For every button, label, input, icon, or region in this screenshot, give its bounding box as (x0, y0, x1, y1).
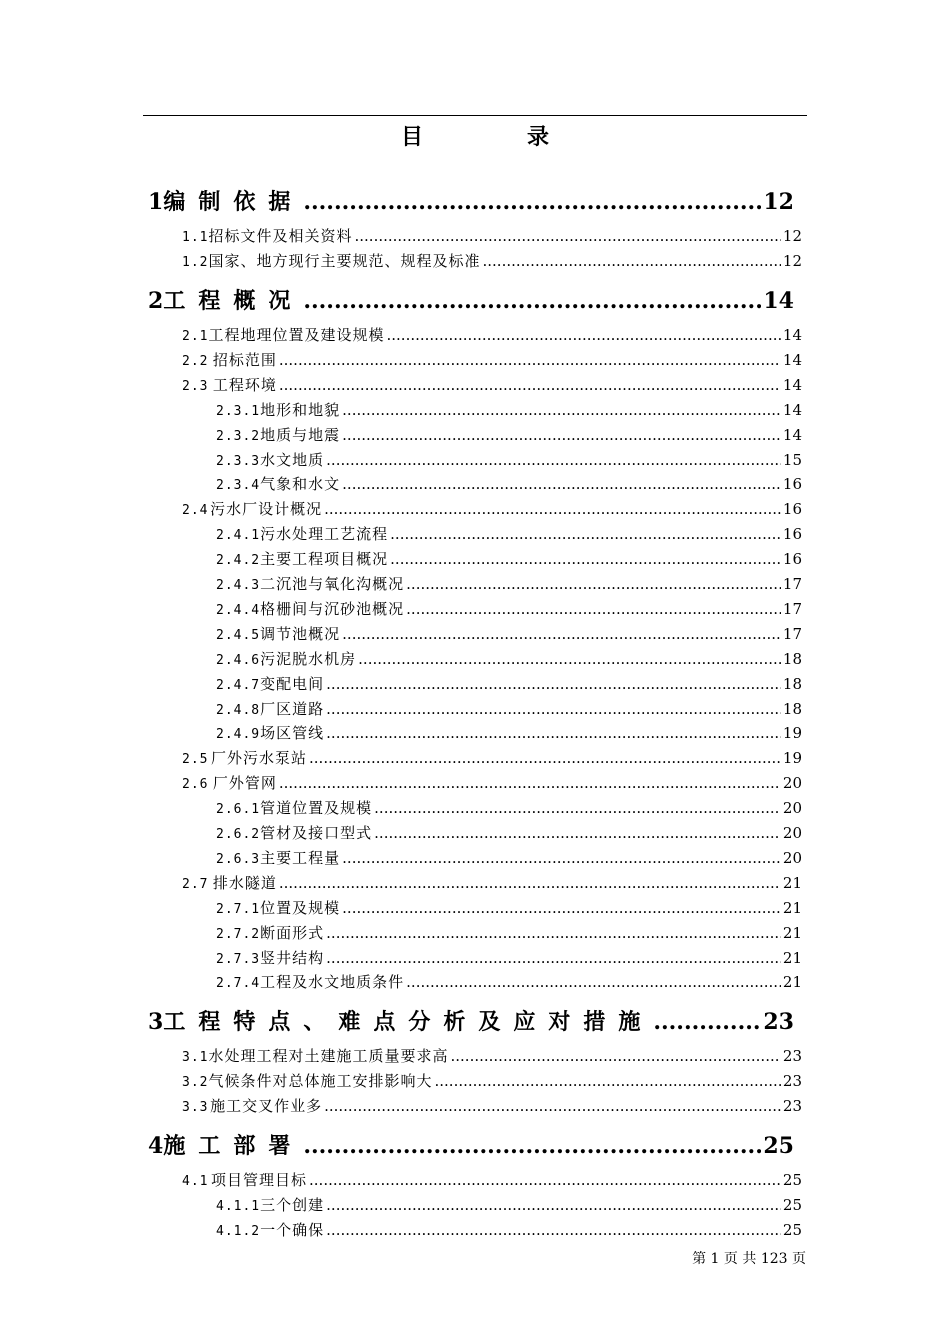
toc-entry-number: 2.4.9 (216, 727, 261, 743)
toc-entry-number: 2.6.3 (216, 851, 261, 867)
toc-leader-dots (326, 924, 781, 942)
toc-entry-title: 工程地理位置及建设规模 (208, 326, 385, 344)
toc-entry-page: 14 (782, 326, 802, 344)
toc-leader-dots (279, 351, 781, 369)
toc-entry-title: 位置及规模 (260, 898, 341, 917)
toc-entry-number: 2.3.2 (216, 428, 261, 444)
toc-entry-page: 16 (782, 550, 802, 569)
toc-entry-title: 调节池概况 (260, 624, 341, 643)
toc-entry-page: 21 (782, 973, 802, 992)
toc-entry[interactable] (182, 872, 802, 893)
toc-entry-title: 管材及接口型式 (260, 824, 373, 842)
toc-entry-number: 2.4.4 (216, 602, 261, 618)
toc-entry-page: 14 (782, 375, 802, 394)
toc-entry-number: 2.7.3 (216, 951, 261, 967)
toc-leader-dots (303, 189, 761, 215)
toc-entry-number: 3.2 (182, 1074, 209, 1090)
toc-entry-page: 14 (763, 288, 794, 314)
toc-entry-page: 20 (782, 824, 802, 842)
toc-entry[interactable] (182, 1070, 802, 1091)
toc-entry-title: 工程概况 (163, 288, 304, 314)
toc-entry-page: 23 (782, 1047, 802, 1065)
toc-entry-page: 12 (782, 227, 802, 245)
toc-entry[interactable] (148, 185, 794, 216)
toc-entry-number: 2.3.4 (216, 478, 261, 494)
toc-entry-page: 23 (763, 1009, 794, 1035)
toc-entry-number: 2.4.2 (216, 553, 261, 569)
toc-entry-title: 断面形式 (260, 923, 325, 942)
toc-leader-dots (326, 1196, 781, 1214)
toc-entry-page: 19 (782, 749, 802, 768)
toc-entry[interactable] (216, 598, 802, 619)
toc-entry[interactable] (216, 424, 802, 445)
toc-entry-title: 项目管理目标 (211, 1171, 308, 1189)
toc-leader-dots (309, 749, 781, 767)
toc-entry-number: 2.6.1 (216, 802, 261, 818)
toc-entry-title: 地形和地貌 (260, 400, 341, 419)
toc-entry[interactable] (216, 573, 802, 594)
toc-entry-title: 排水隧道 (212, 873, 277, 892)
toc-entry-number: 2 (148, 288, 164, 314)
toc-leader-dots (326, 451, 781, 469)
toc-leader-dots (324, 1097, 781, 1115)
toc-entry-page: 17 (782, 599, 802, 618)
toc-leader-dots (483, 252, 781, 270)
toc-entry-title: 施工交叉作业多 (210, 1096, 323, 1115)
toc-entry-number: 2.4.3 (216, 578, 261, 593)
page-footer: 第 1 页 共 123 页 (692, 1251, 806, 1267)
toc-entry-number: 2.7 (182, 876, 209, 892)
header-rule (143, 115, 807, 116)
toc-entry[interactable] (148, 284, 794, 315)
toc-entry-number: 2.6.2 (216, 827, 261, 842)
toc-entry-title: 变配电间 (260, 674, 325, 693)
toc-entry-page: 17 (782, 575, 802, 593)
toc-entry-title: 气象和水文 (260, 475, 341, 494)
toc-entry[interactable] (182, 250, 802, 271)
toc-entry-title: 水处理工程对土建施工质量要求高 (208, 1047, 449, 1065)
toc-entry[interactable] (182, 374, 802, 395)
toc-entry[interactable] (182, 225, 802, 246)
toc-entry-number: 3 (148, 1009, 164, 1035)
toc-leader-dots (326, 724, 781, 742)
toc-leader-dots (326, 1221, 781, 1239)
toc-leader-dots (326, 700, 781, 718)
toc-entry-page: 25 (782, 1220, 802, 1239)
toc-entry-number: 2.4.6 (216, 652, 261, 668)
toc-entry[interactable] (216, 971, 802, 992)
toc-entry-number: 2.3 (182, 378, 209, 394)
toc-leader-dots (279, 376, 781, 394)
toc-leader-dots (406, 973, 781, 991)
toc-title (143, 120, 807, 151)
toc-entry-number: 3.1 (182, 1050, 209, 1065)
toc-entry[interactable] (216, 623, 802, 644)
toc-entry[interactable] (216, 673, 802, 694)
toc-entry-title: 编制依据 (163, 189, 304, 215)
toc-entry[interactable] (182, 1045, 802, 1066)
toc-entry-page: 14 (782, 400, 802, 419)
toc-entry-number: 2.3.1 (216, 403, 261, 419)
toc-entry-title: 污水处理工艺流程 (260, 525, 389, 544)
toc-entry[interactable] (216, 1194, 802, 1215)
toc-leader-dots (390, 550, 781, 568)
toc-entry-page: 14 (782, 350, 802, 369)
toc-entry-number: 1.1 (182, 230, 209, 245)
toc-entry-title: 竖井结构 (260, 948, 325, 967)
toc-entry[interactable] (216, 548, 802, 569)
toc-entry-title: 二沉池与氧化沟概况 (260, 575, 405, 593)
toc-entry-title: 工程及水文地质条件 (260, 973, 405, 992)
toc-entry-title: 工程特点、难点分析及应对措施 (163, 1009, 654, 1035)
toc-entry[interactable] (216, 797, 802, 818)
toc-entry-page: 20 (782, 799, 802, 818)
toc-entry-number: 2.4.1 (216, 528, 261, 544)
toc-entry-number: 4 (148, 1133, 164, 1159)
toc-entry-number: 2.4.7 (216, 677, 261, 693)
toc-leader-dots (326, 675, 781, 693)
toc-entry-title: 污泥脱水机房 (260, 649, 357, 668)
toc-leader-dots (355, 227, 781, 245)
toc-entry-page: 18 (782, 674, 802, 693)
toc-leader-dots (309, 1171, 781, 1189)
toc-entry[interactable] (216, 722, 802, 743)
toc-entry-title: 场区管线 (260, 724, 325, 743)
toc-entry[interactable] (182, 498, 802, 519)
toc-leader-dots (326, 949, 781, 967)
toc-entry-page: 15 (782, 450, 802, 469)
toc-title-left: 目 (400, 124, 423, 150)
toc-entry-page: 21 (782, 898, 802, 917)
toc-entry[interactable] (216, 523, 802, 544)
toc-entry[interactable] (216, 473, 802, 494)
toc-entry[interactable] (216, 822, 802, 843)
toc-entry[interactable] (216, 847, 802, 868)
toc-entry-page: 25 (763, 1133, 794, 1159)
toc-entry-page: 21 (782, 948, 802, 967)
toc-entry-title: 厂外管网 (212, 774, 277, 793)
toc-entry-number: 4.1.2 (216, 1223, 261, 1239)
toc-entry-number: 3.3 (182, 1099, 209, 1115)
toc-entry-title: 管道位置及规模 (260, 799, 373, 818)
toc-leader-dots (653, 1009, 761, 1035)
toc-entry-title: 厂外污水泵站 (211, 749, 308, 768)
toc-entry-title: 地质与地震 (260, 425, 341, 444)
toc-entry[interactable] (182, 349, 802, 370)
toc-leader-dots (358, 650, 781, 668)
toc-entry-number: 1 (148, 189, 164, 215)
toc-entry-title: 格栅间与沉砂池概况 (260, 599, 405, 618)
toc-entry[interactable] (216, 922, 802, 943)
toc-leader-dots (390, 525, 781, 543)
toc-entry-page: 23 (782, 1071, 802, 1090)
toc-leader-dots (342, 475, 781, 493)
toc-leader-dots (303, 1133, 761, 1159)
toc-entry-page: 12 (763, 189, 794, 215)
toc-leader-dots (279, 774, 781, 792)
toc-entry-number: 2.7.2 (216, 926, 261, 942)
toc-entry-title: 气候条件对总体施工安排影响大 (208, 1071, 433, 1090)
toc-entry[interactable] (182, 324, 802, 345)
toc-entry[interactable] (182, 1169, 802, 1190)
toc-title-right: 录 (527, 124, 550, 150)
toc-entry-title: 主要工程量 (260, 848, 341, 867)
toc-entry[interactable] (216, 947, 802, 968)
toc-entry-number: 2.1 (182, 329, 209, 344)
toc-entry-title: 国家、地方现行主要规范、规程及标准 (208, 251, 481, 270)
toc-entry[interactable] (216, 897, 802, 918)
toc-entry-page: 18 (782, 699, 802, 718)
toc-entry-title: 招标范围 (212, 350, 277, 369)
toc-entry-title: 招标文件及相关资料 (208, 227, 353, 245)
toc-entry-title: 一个确保 (260, 1220, 325, 1239)
toc-entry-page: 25 (782, 1195, 802, 1214)
toc-entry-number: 2.2 (182, 353, 209, 369)
toc-entry-number: 2.6 (182, 777, 209, 793)
toc-entry-page: 20 (782, 774, 802, 793)
toc-entry[interactable] (148, 1005, 794, 1036)
toc-entry[interactable] (182, 1095, 802, 1116)
toc-leader-dots (374, 799, 781, 817)
toc-entry[interactable] (182, 747, 802, 768)
toc-entry-page: 20 (782, 848, 802, 867)
toc-entry[interactable] (148, 1129, 794, 1160)
toc-leader-dots (342, 401, 781, 419)
toc-entry-number: 2.4.5 (216, 627, 261, 643)
toc-leader-dots (435, 1072, 781, 1090)
toc-entry-number: 2.3.3 (216, 453, 261, 469)
toc-entry-page: 19 (782, 724, 802, 743)
toc-entry-title: 污水厂设计概况 (210, 500, 323, 519)
toc-entry-page: 16 (782, 475, 802, 494)
toc-entry-page: 25 (782, 1171, 802, 1189)
toc-entry-number: 2.4 (182, 503, 209, 519)
toc-entry-title: 工程环境 (212, 375, 277, 394)
toc-entry-number: 1.2 (182, 254, 209, 270)
toc-entry[interactable] (216, 399, 802, 420)
toc-entry-number: 4.1.1 (216, 1198, 261, 1214)
toc-entry-page: 18 (782, 649, 802, 668)
toc-entry-page: 12 (782, 251, 802, 270)
toc-entry[interactable] (216, 648, 802, 669)
toc-entry-title: 施工部署 (163, 1133, 304, 1159)
toc-entry-page: 21 (782, 873, 802, 892)
toc-leader-dots (451, 1047, 781, 1065)
toc-entry-number: 2.7.4 (216, 976, 261, 992)
toc-leader-dots (342, 849, 781, 867)
toc-leader-dots (342, 625, 781, 643)
toc-leader-dots (279, 874, 781, 892)
toc-leader-dots (324, 500, 781, 518)
toc-leader-dots (342, 426, 781, 444)
toc-entry-title: 主要工程项目概况 (260, 550, 389, 569)
toc-entry-title: 水文地质 (260, 450, 325, 469)
toc-entry-page: 23 (782, 1096, 802, 1115)
toc-entry-number: 4.1 (182, 1174, 209, 1189)
toc-entry-page: 17 (782, 624, 802, 643)
toc-entry-title: 三个创建 (260, 1195, 325, 1214)
toc-leader-dots (374, 824, 781, 842)
toc-entry[interactable] (216, 1219, 802, 1240)
toc-entry-page: 16 (782, 500, 802, 519)
toc-entry-page: 16 (782, 525, 802, 544)
toc-entry-number: 2.4.8 (216, 702, 261, 718)
toc-entry-number: 2.7.1 (216, 901, 261, 917)
toc-entry[interactable] (182, 772, 802, 793)
toc-entry[interactable] (216, 449, 802, 470)
toc-leader-dots (342, 899, 781, 917)
toc-entry-page: 14 (782, 425, 802, 444)
toc-entry-page: 21 (782, 923, 802, 942)
toc-entry-number: 2.5 (182, 752, 209, 768)
toc-leader-dots (406, 575, 781, 593)
toc-entry-title: 厂区道路 (260, 699, 325, 718)
toc-leader-dots (303, 288, 761, 314)
toc-entry[interactable] (216, 698, 802, 719)
toc-leader-dots (406, 600, 781, 618)
toc-leader-dots (387, 326, 781, 344)
